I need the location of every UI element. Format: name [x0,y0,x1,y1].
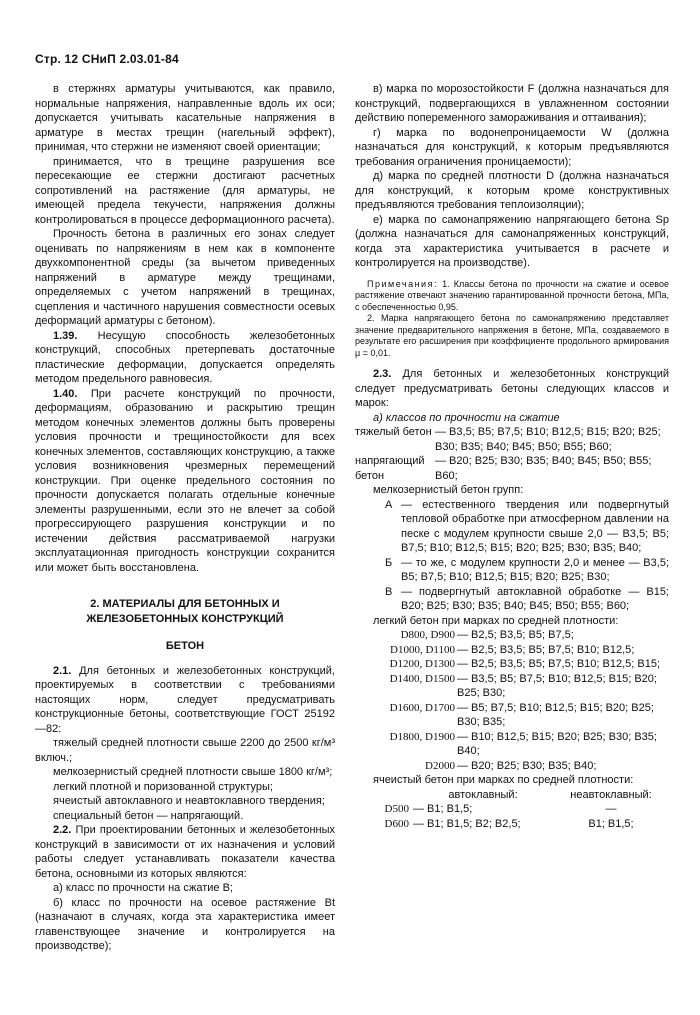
density-grade: D800, D900 [400,629,455,641]
row-label: тяжелый бетон [355,426,432,438]
paragraph: мелкозернистый средней плотности свыше 1800 кг/м³; [53,766,333,778]
note-label: Примечания: [367,278,438,289]
clause-number: 2.2. [53,824,72,836]
class-values: — B2,5; B3,5; B5; B7,5; [457,629,574,641]
list-item [355,759,669,774]
paragraph: б) класс по прочности на осевое растяжение Bt (назначают в случаях, когда эта характеристика имеет главенствующее значение и контролируется на производстве); [35,896,335,952]
heavy-concrete-row [355,425,669,454]
autoclave-values: — B1; B1,5; [413,803,473,815]
paragraph: мелкозернистый бетон групп: [373,484,524,496]
paragraph: в стержнях арматуры учитываются, как правило, нормальные напряжения, направленные вдоль их оси; допускается учитывать касательные напряжения в арматуре в местах трещин (нагельный эффект), принимая, что стержни не изменяют своей ориентации; [35,83,335,153]
list-item [355,643,669,658]
subsection-title: БЕТОН [165,640,205,652]
right-column [355,82,669,831]
paragraph: ячеистый бетон при марках по средней плотности: [373,774,634,786]
paragraph: легкий плотной и поризованной структуры; [53,780,273,793]
clause-number: 1.40. [53,387,78,400]
list-item [355,628,669,643]
class-values: — B3,5; B5; B7,5; B10; B12,5; B15; B20; B25; B30; [457,672,657,699]
clause-text: Для бетонных и железобетонных конструкций следует предусматривать бетоны следующих классов и марок: [355,368,669,409]
group-letter: Б [385,556,393,569]
cellular-header [355,788,669,803]
paragraph: д) марка по средней плотности D (должна назначаться для конструкций, к которым кроме конструктивных предъявляются требования теплоизоляции); [355,170,669,211]
list-item [355,730,669,759]
autoclave-values: — B1; B1,5; B2; B2,5; [413,817,521,830]
list-item [355,657,669,672]
class-values: — B2,5; B3,5; B5; B7,5; B10; B12,5; B15; [457,658,661,670]
paragraph: специальный бетон — напрягающий. [53,809,244,822]
clause-text: При расчете конструкций по прочности, деформациям, образованию и раскрытию трещин методом конечных элементов должны быть проверены условия прочности и трещиностойкости для всех конечных элементов, составляющих конструкцию, а также условия возникновения чрезмерных перемещений конструкции. При оценке предельного состояния по прочности допускается полагать отдельные конечные элементы разрушенными, если это не влечет за собой прогрессирующего разрушения конструкции и по истечении действия рассматриваемой нагрузки эксплуатационная пригодность конструкции сохранится или может быть восстановлена. [35,387,335,574]
paragraph: принимается, что в трещине разрушения все пересекающие ее стержни достигают расчетных сопротивлений на растяжение (для арматуры, не имеющей предела текучести, напряжения должны контролироваться в процессе деформационного расчета). [35,155,335,226]
density-grade: D1600, D1700 [389,701,455,714]
row-value: — B3,5; B5; B7,5; B10; B12,5; B15; B20; B25; B30; B35; B40; B45; B50; B55; B60; [435,426,661,453]
group-b [355,556,669,585]
clause-number: 1.39. [53,329,78,342]
class-values: — B2,5; B3,5; B5; B7,5; B10; B12,5; [457,643,635,656]
density-grade: D1800, D1900 [389,730,455,743]
list-heading: а) классов по прочности на сжатие [373,411,560,424]
group-a [355,498,669,556]
group-letter: В [385,585,393,598]
clause-text: Несущую способность железобетонных конструкций, способных претерпевать достаточные пластические деформации, допускается определять методом предельного равновесия. [35,329,335,385]
density-grade: D600 [384,817,409,830]
clause-number: 2.3. [373,368,392,380]
list-item [355,672,669,701]
paragraph: Прочность бетона в различных его зонах следует оценивать по напряжениям в нем как в компоненте двухкомпонентной среды (за вычетом приведенных напряжений в арматуре между трещинами, определяемых с учетом напряжений в трещинах, сцепления и частичного нарушения совместности осевых деформаций арматуры с бетоном). [35,228,335,327]
paragraph: ячеистый автоклавного и неавтоклавного твердения; [53,795,325,807]
non-autoclave-values: — [605,803,617,815]
note-1 [355,279,669,314]
clause-number: 2.1. [53,664,72,677]
list-item [355,701,669,730]
row-label: напрягающий бетон [355,455,425,482]
stressing-concrete-row [355,454,669,483]
clause-1-40 [35,387,335,576]
page-header: Стр. 12 СНиП 2.03.01-84 [35,52,179,66]
class-values: — B20; B25; B30; B35; B40; [457,759,597,772]
density-grade: D1400, D1500 [389,672,455,685]
density-grade: D2000 [425,759,455,772]
list-item [355,802,669,817]
group-text: — подвергнутый автоклавной обработке — B15; B20; B25; B30; B35; B40; B45; B50; B55; B60; [401,585,669,612]
group-text: — то же, с модулем крупности 2,0 и менее — B3,5; B5; B7,5; B10; B12,5; B15; B20; B25; B30; [401,556,669,583]
group-text: — естественного твердения или подвергнутый тепловой обработке при атмосферном давлении на песке с модулем крупности свыше 2,0 — B3,5; B5; B7,5; B10; B12,5; B15; B20; B25; B30; B35; B40; [401,498,669,554]
left-column [35,82,335,954]
paragraph: е) марка по самонапряжению напрягающего бетона Sp (должна назначаться для самонапряженных конструкций, когда эта характеристика учитывается в расчете и контролируется на производстве). [355,213,669,269]
group-letter: А [385,498,393,511]
light-concrete-list [355,628,669,773]
col-header: неавтоклавный: [570,788,652,801]
class-values: — B10; B12,5; B15; B20; B25; B30; B35; B40; [457,730,657,757]
row-value: — B20; B25; B30; B35; B40; B45; B50; B55; B60; [435,455,652,482]
section-title: 2. МАТЕРИАЛЫ ДЛЯ БЕТОННЫХ И ЖЕЛЕЗОБЕТОННЫХ КОНСТРУКЦИЙ [86,598,284,625]
list-item [355,817,669,832]
paragraph: а) класс по прочности на сжатие B; [53,882,233,894]
paragraph: легкий бетон при марках по средней плотности: [373,614,619,627]
density-grade: D1200, D1300 [389,658,455,670]
paragraph: в) марка по морозостойкости F (должна назначаться для конструкций, подвергающихся в увлажненном состоянии действию попеременного замораживания и оттаивания); [355,83,669,124]
clause-text: При проектировании бетонных и железобетонных конструкций в зависимости от их назначения и условий работы следует устанавливать показатели качества бетона, основными из которых являются: [35,824,335,880]
non-autoclave-values: B1; B1,5; [588,817,634,830]
paragraph: тяжелый средней плотности свыше 2200 до 2500 кг/м³ включ.; [35,737,335,764]
class-values: — B5; B7,5; B10; B12,5; B15; B20; B25; B30; B35; [457,701,654,728]
density-grade: D1000, D1100 [390,643,455,656]
clause-1-39 [35,329,335,387]
note-text: 1. Классы бетона по прочности на сжатие и осевое растяжение отвечают значению гарантированной прочности бетона, МПа, с обеспеченностью 0,95. [355,278,669,312]
clause-text: Для бетонных и железобетонных конструкций, проектируемых в соответствии с требованиями настоящих норм, следует предусматривать конструкционные бетоны, соответствующие ГОСТ 25192—82: [35,664,335,735]
group-v [355,585,669,614]
paragraph: г) марка по водонепроницаемости W (должна назначаться для конструкций, к которым предъявляются требования ограничения проницаемости); [355,126,669,168]
note-2: 2. Марка напрягающего бетона по самонапряжению представляет значение предварительного напряжения в бетоне, МПа, создаваемого в результате его расширения при коэффициенте продольного армирования μ = 0,01. [355,313,669,358]
clause-2-3 [355,367,669,411]
col-header: автоклавный: [448,788,518,801]
density-grade: D500 [384,803,409,815]
clause-2-1 [35,664,335,737]
clause-2-2 [35,823,335,881]
